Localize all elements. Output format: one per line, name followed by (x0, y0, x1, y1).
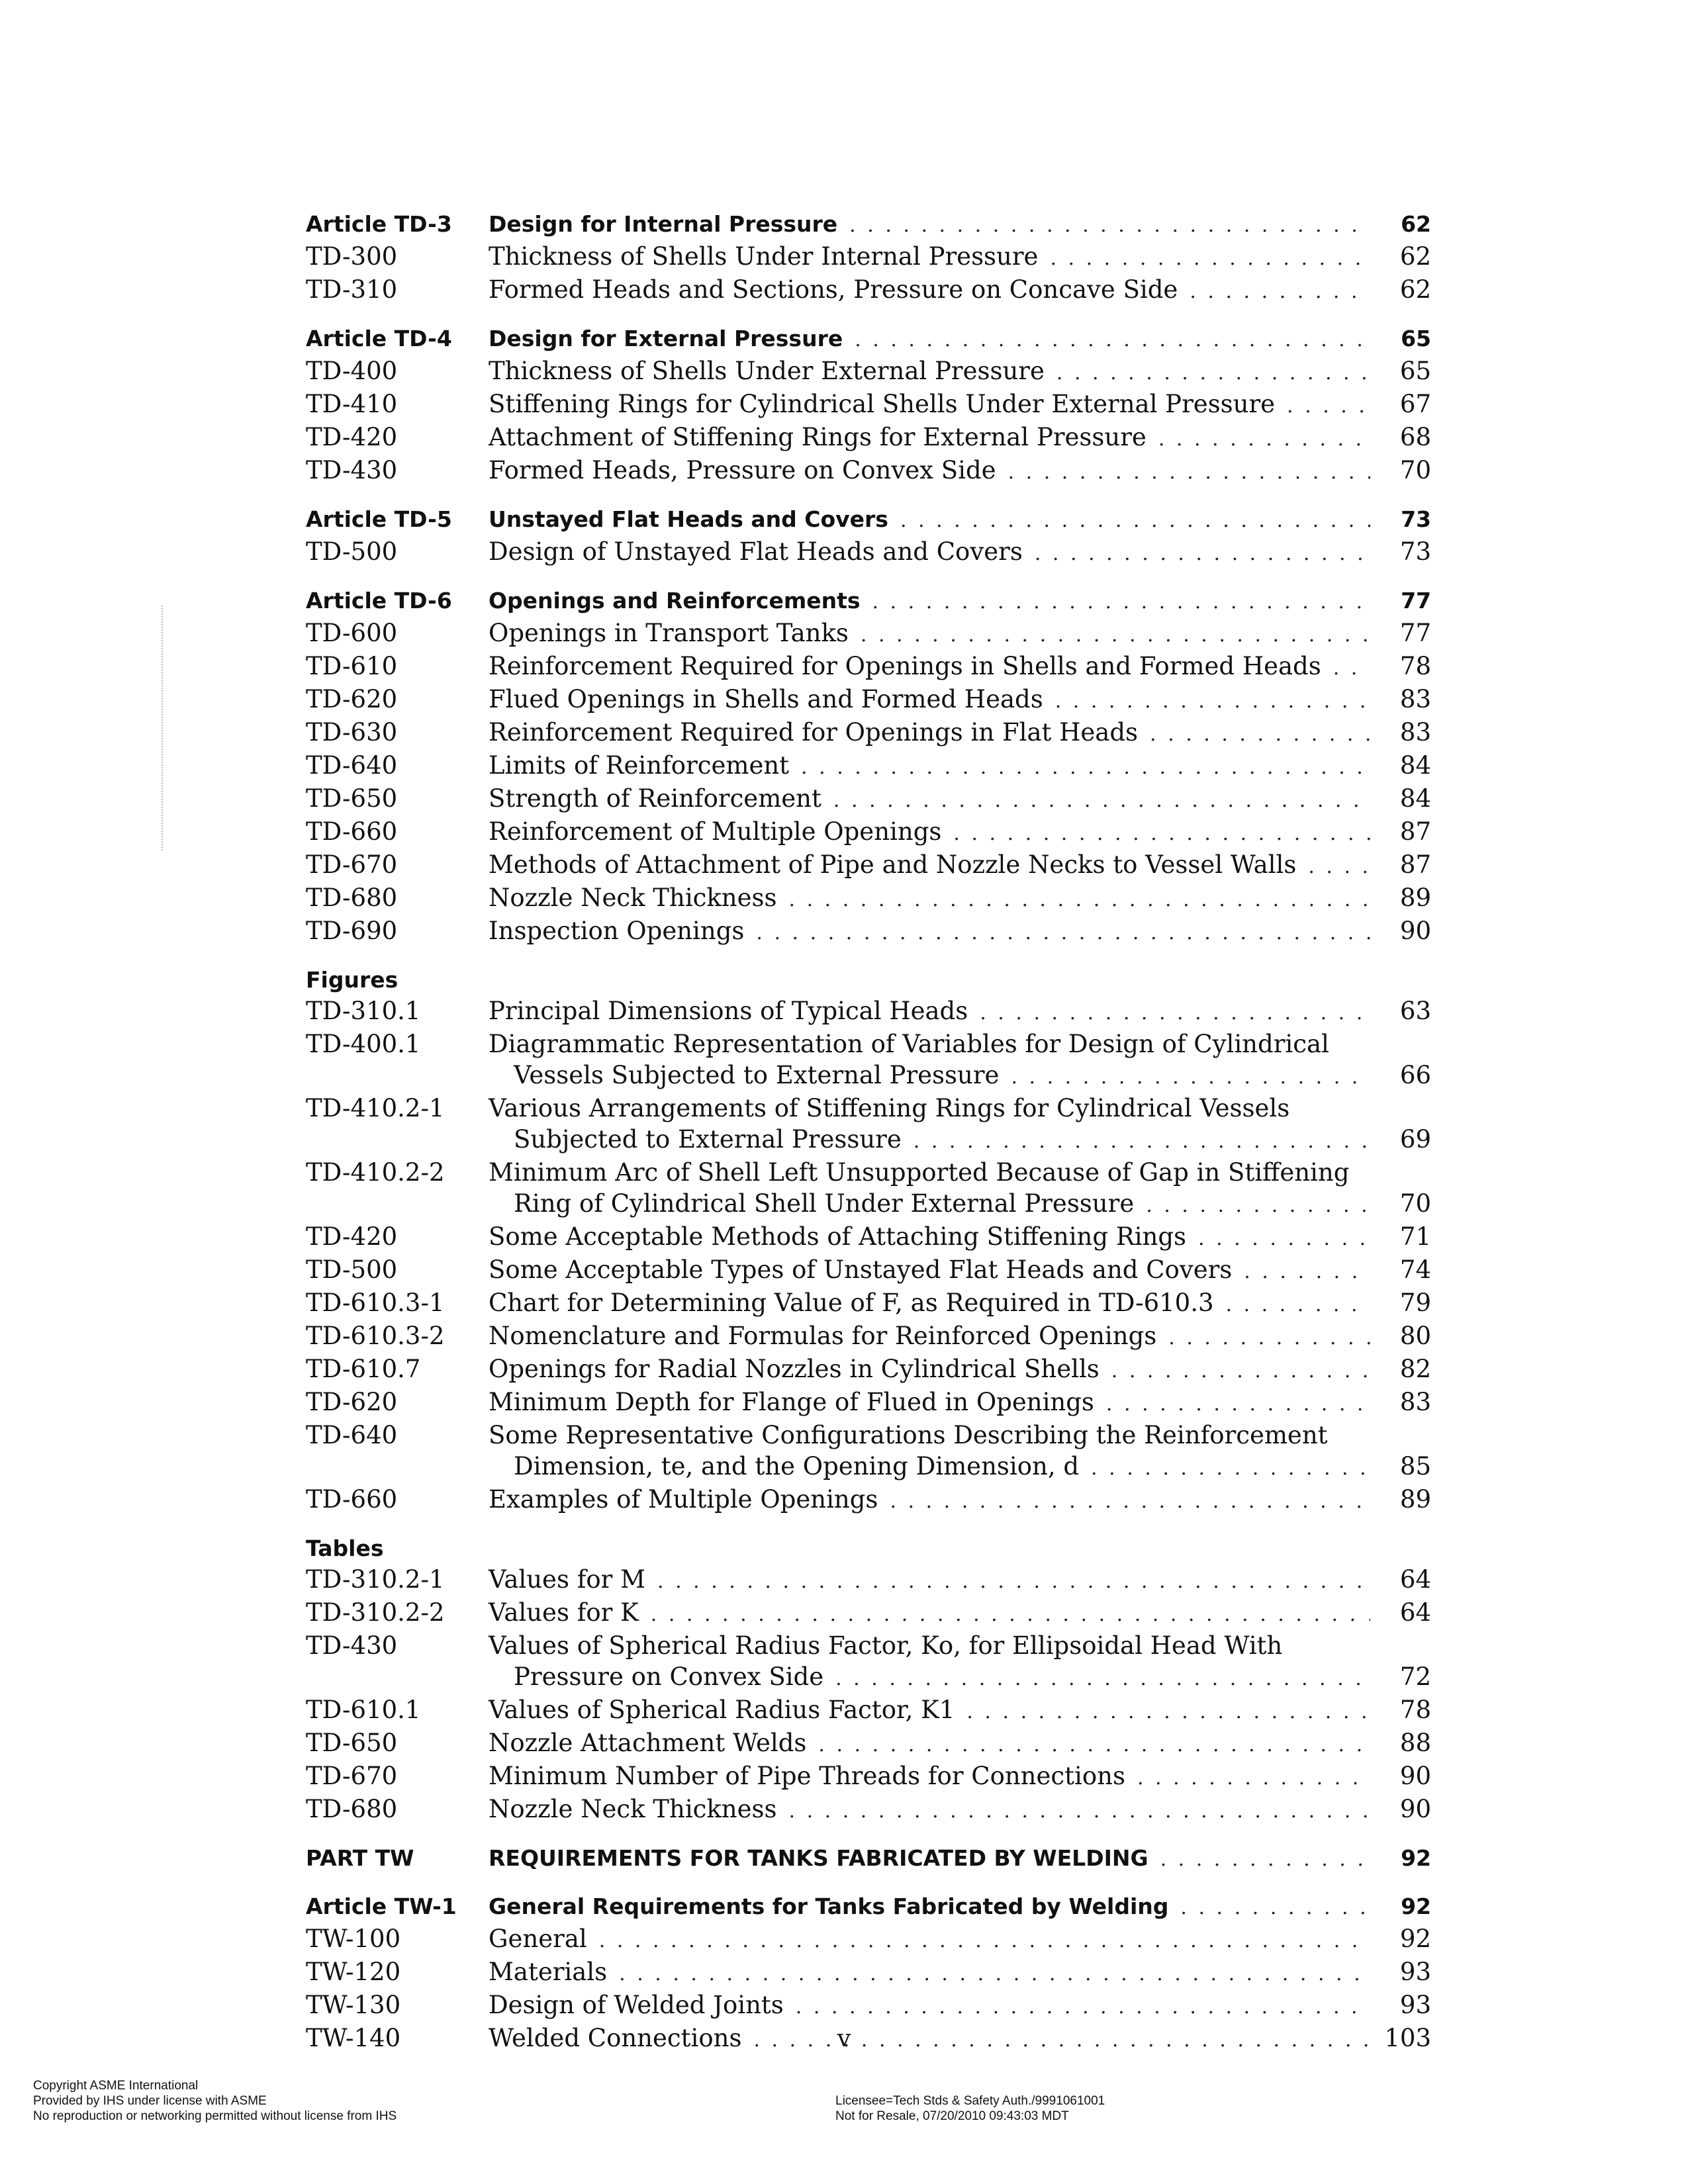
toc-entry (306, 585, 1431, 617)
toc-section (306, 585, 1431, 948)
entry-code: TD-650 (306, 1729, 398, 1757)
toc-entry (306, 422, 1431, 455)
entry-code: TD-420 (306, 1222, 398, 1251)
entry-title-continued: Dimension, te, and the Opening Dimension, d (514, 1452, 1080, 1480)
toc-entry (306, 274, 1431, 307)
entry-code: TD-610.7 (306, 1355, 421, 1383)
entry-code: TD-620 (306, 1388, 398, 1416)
entry-page: 90 (1399, 1795, 1431, 1823)
toc-entry (306, 1320, 1431, 1353)
entry-title: Formed Heads and Sections, Pressure on Concave Side (489, 275, 1178, 304)
toc-section (306, 1533, 1431, 1827)
entry-title: General Requirements for Tanks Fabricated by Welding (489, 1893, 1169, 1919)
toc-entry (306, 1794, 1431, 1827)
toc-entry (306, 849, 1431, 882)
toc-entry (306, 1287, 1431, 1320)
toc-entry (306, 1564, 1431, 1597)
entry-title: Nozzle Neck Thickness (489, 1795, 777, 1823)
entry-page: 103 (1384, 2024, 1431, 2052)
entry-page: 62 (1399, 275, 1431, 304)
toc-entry (306, 617, 1431, 651)
entry-page: 67 (1399, 390, 1431, 418)
entry-code: TD-400 (306, 357, 398, 385)
dot-leader (890, 1486, 1370, 1517)
entry-page: 64 (1399, 1598, 1431, 1627)
entry-code: TD-500 (306, 537, 398, 566)
toc-entry (306, 455, 1431, 488)
entry-page: 77 (1401, 588, 1431, 614)
entry-title: Design for Internal Pressure (489, 211, 838, 237)
entry-page: 73 (1399, 537, 1431, 566)
dot-leader (1333, 653, 1370, 684)
entry-code: PART TW (306, 1845, 414, 1871)
entry-title: Strength of Reinforcement (489, 784, 821, 813)
entry-page: 63 (1399, 997, 1431, 1025)
toc-section (306, 504, 1431, 569)
entry-title: Nomenclature and Formulas for Reinforced Openings (489, 1322, 1157, 1350)
entry-page: 88 (1399, 1729, 1431, 1757)
entry-code: TD-310 (306, 275, 398, 304)
entry-code: Article TW-1 (306, 1893, 457, 1919)
toc-entry-continuation (306, 1661, 1431, 1694)
entry-title: Values for K (489, 1598, 639, 1627)
entry-title: Attachment of Stiffening Rings for External Pressure (489, 423, 1147, 451)
entry-code: TD-690 (306, 917, 398, 945)
toc-entry-continuation (306, 1451, 1431, 1484)
entry-title: Some Acceptable Types of Unstayed Flat Heads and Covers (489, 1255, 1233, 1284)
toc-entry (306, 783, 1431, 816)
toc-entry (306, 388, 1431, 422)
toc-entry-continuation (306, 1060, 1431, 1093)
toc-entry (306, 1484, 1431, 1517)
dot-leader (914, 1126, 1370, 1157)
entry-page: 89 (1399, 884, 1431, 912)
dot-leader (1111, 1355, 1370, 1387)
toc-entry (306, 1254, 1431, 1287)
toc-entry (306, 355, 1431, 388)
dot-leader (1180, 1892, 1370, 1923)
entry-page: 80 (1399, 1322, 1431, 1350)
entry-title: Reinforcement Required for Openings in Shells and Formed Heads (489, 652, 1321, 680)
entry-code: TW-120 (306, 1958, 401, 1986)
dot-leader (855, 324, 1370, 355)
entry-page: 62 (1399, 242, 1431, 271)
dot-leader (900, 505, 1370, 536)
entry-title: Principal Dimensions of Typical Heads (489, 997, 968, 1025)
entry-page: 62 (1401, 211, 1431, 237)
dot-leader (789, 1796, 1371, 1827)
entry-title: Nozzle Neck Thickness (489, 884, 777, 912)
entry-page: 90 (1399, 917, 1431, 945)
entry-title: Formed Heads, Pressure on Convex Side (489, 456, 996, 484)
toc-section (306, 323, 1431, 488)
dot-leader (818, 1729, 1370, 1760)
entry-title: Various Arrangements of Stiffening Rings for Cylindrical Vessels (489, 1094, 1290, 1122)
entry-page: 65 (1399, 357, 1431, 385)
toc-entry (306, 536, 1431, 569)
dot-leader (756, 917, 1370, 948)
entry-title: Methods of Attachment of Pipe and Nozzle Necks to Vessel Walls (489, 850, 1297, 879)
entry-page: 78 (1399, 1696, 1431, 1724)
entry-page: 69 (1399, 1125, 1431, 1154)
dot-leader (1287, 390, 1370, 422)
entry-code: TD-600 (306, 619, 398, 647)
toc-entry (306, 1630, 1431, 1661)
dot-leader (861, 619, 1370, 651)
entry-code: Article TD-3 (306, 211, 452, 237)
entry-code: TD-650 (306, 784, 398, 813)
toc-entry (306, 1157, 1431, 1188)
toc-entry (306, 684, 1431, 717)
entry-title: Nozzle Attachment Welds (489, 1729, 807, 1757)
entry-title: Limits of Reinforcement (489, 751, 790, 780)
entry-title: Welded Connections (489, 2024, 742, 2052)
toc-entry (306, 717, 1431, 750)
entry-page: 84 (1399, 784, 1431, 813)
entry-title-continued: Pressure on Convex Side (514, 1662, 824, 1691)
toc-entry (306, 208, 1431, 241)
entry-title: Openings for Radial Nozzles in Cylindrical Shells (489, 1355, 1100, 1383)
entry-title: Examples of Multiple Openings (489, 1485, 878, 1514)
dot-leader (599, 1925, 1370, 1956)
toc-entry (306, 1093, 1431, 1124)
entry-code: TD-660 (306, 1485, 398, 1514)
entry-title: Some Acceptable Methods of Attaching Stiffening Rings (489, 1222, 1187, 1251)
entry-code: Article TD-4 (306, 326, 452, 351)
toc-entry (306, 1387, 1431, 1420)
toc-entry (306, 816, 1431, 849)
entry-page: 83 (1399, 1388, 1431, 1416)
entry-title: Thickness of Shells Under External Pressure (489, 357, 1045, 385)
entry-title: Stiffening Rings for Cylindrical Shells Under External Pressure (489, 390, 1276, 418)
toc-entry (306, 915, 1431, 948)
entry-page: 92 (1399, 1925, 1431, 1953)
toc-section-label (306, 964, 1431, 995)
toc-section-label (306, 1533, 1431, 1564)
dot-leader (1150, 719, 1370, 750)
section-label-text: Figures (306, 967, 399, 993)
dot-leader (1008, 457, 1370, 488)
entry-title: Inspection Openings (489, 917, 745, 945)
toc-entry (306, 1760, 1431, 1794)
entry-title: Design of Unstayed Flat Heads and Covers (489, 537, 1023, 566)
entry-title: Openings in Transport Tanks (489, 619, 849, 647)
toc-entry (306, 1221, 1431, 1254)
toc-entry (306, 1597, 1431, 1630)
entry-code: TD-500 (306, 1255, 398, 1284)
dot-leader (651, 1599, 1370, 1630)
dot-leader (1198, 1223, 1370, 1254)
entry-page: 87 (1399, 850, 1431, 879)
entry-title: Values for M (489, 1565, 645, 1594)
entry-page: 72 (1399, 1662, 1431, 1691)
page-number: v (837, 2025, 851, 2052)
entry-code: TD-610.3-1 (306, 1289, 445, 1317)
dot-leader (1168, 1322, 1370, 1353)
dot-leader (1011, 1062, 1370, 1093)
entry-page: 90 (1399, 1762, 1431, 1790)
entry-title: Reinforcement of Multiple Openings (489, 817, 942, 846)
entry-page: 70 (1399, 1189, 1431, 1218)
entry-title: Materials (489, 1958, 608, 1986)
margin-scan-mark (162, 606, 167, 850)
toc-entry (306, 241, 1431, 274)
entry-title: Some Representative Configurations Describing the Reinforcement (489, 1421, 1328, 1449)
entry-title: General (489, 1925, 587, 1953)
entry-page: 77 (1399, 619, 1431, 647)
entry-code: TD-640 (306, 751, 398, 780)
toc-entry (306, 1727, 1431, 1760)
entry-title: Values of Spherical Radius Factor, Ko, for Ellipsoidal Head With (489, 1631, 1283, 1660)
toc-entry (306, 1353, 1431, 1387)
entry-title: Values of Spherical Radius Factor, K1 (489, 1696, 955, 1724)
toc-entry (306, 1843, 1431, 1875)
entry-page: 79 (1399, 1289, 1431, 1317)
footer-line: Licensee=Tech Stds & Safety Auth./9991061001 (835, 2094, 1105, 2108)
entry-page: 71 (1399, 1222, 1431, 1251)
footer-license (835, 2093, 1105, 2124)
entry-title: Minimum Arc of Shell Left Unsupported Because of Gap in Stiffening (489, 1158, 1350, 1187)
entry-code: TD-610.1 (306, 1696, 421, 1724)
dot-leader (953, 818, 1370, 849)
entry-title: Minimum Number of Pipe Threads for Connections (489, 1762, 1125, 1790)
entry-page: 64 (1399, 1565, 1431, 1594)
toc-entry (306, 323, 1431, 355)
entry-code: TD-430 (306, 1631, 398, 1660)
entry-page: 92 (1401, 1893, 1431, 1919)
dot-leader (1035, 538, 1370, 569)
entry-title: Reinforcement Required for Openings in Flat Heads (489, 718, 1139, 747)
entry-title: Diagrammatic Representation of Variables for Design of Cylindrical (489, 1030, 1329, 1058)
entry-code: TD-310.1 (306, 997, 421, 1025)
entry-code: TD-400.1 (306, 1030, 421, 1058)
toc-entry (306, 1420, 1431, 1451)
entry-code: TD-410.2-1 (306, 1094, 445, 1122)
toc-entry (306, 651, 1431, 684)
toc-entry (306, 504, 1431, 536)
footer-line: Copyright ASME International (33, 2079, 199, 2093)
toc-entry (306, 882, 1431, 915)
dot-leader (966, 1696, 1370, 1727)
dot-leader (1160, 1844, 1370, 1875)
entry-code: TD-430 (306, 456, 398, 484)
entry-page: 83 (1399, 685, 1431, 713)
dot-leader (872, 586, 1371, 617)
entry-title-continued: Vessels Subjected to External Pressure (514, 1061, 1000, 1089)
entry-title-continued: Subjected to External Pressure (514, 1125, 902, 1154)
entry-code: TD-610 (306, 652, 398, 680)
entry-code: TD-640 (306, 1421, 398, 1449)
toc-entry (306, 1694, 1431, 1727)
toc-entry (306, 995, 1431, 1028)
dot-leader (789, 884, 1371, 915)
toc-entry (306, 1028, 1431, 1060)
dot-leader (1190, 276, 1370, 307)
entry-code: TD-680 (306, 1795, 398, 1823)
entry-code: TD-610.3-2 (306, 1322, 445, 1350)
entry-code: TD-300 (306, 242, 398, 271)
dot-leader (1137, 1762, 1370, 1794)
dot-leader (833, 785, 1370, 816)
entry-page: 68 (1399, 423, 1431, 451)
entry-code: TD-630 (306, 718, 398, 747)
dot-leader (796, 1991, 1370, 2023)
entry-code: TD-680 (306, 884, 398, 912)
toc-section (306, 1843, 1431, 1875)
toc-entry (306, 1956, 1431, 1989)
entry-page: 92 (1401, 1845, 1431, 1871)
entry-page: 93 (1399, 1958, 1431, 1986)
entry-code: TD-620 (306, 685, 398, 713)
table-of-contents (306, 208, 1431, 2071)
entry-page: 70 (1399, 456, 1431, 484)
entry-title: Thickness of Shells Under Internal Pressure (489, 242, 1039, 271)
footer-copyright (33, 2078, 397, 2124)
entry-title: REQUIREMENTS FOR TANKS FABRICATED BY WELDING (489, 1845, 1149, 1871)
entry-title: Flued Openings in Shells and Formed Heads (489, 685, 1043, 713)
entry-code: TD-660 (306, 817, 398, 846)
dot-leader (1055, 686, 1370, 717)
dot-leader (801, 752, 1370, 783)
entry-code: TW-100 (306, 1925, 401, 1953)
entry-page: 78 (1399, 652, 1431, 680)
entry-page: 89 (1399, 1485, 1431, 1514)
entry-page: 93 (1399, 1991, 1431, 2019)
entry-code: Article TD-5 (306, 506, 452, 532)
toc-entry-continuation (306, 1124, 1431, 1157)
entry-title: Unstayed Flat Heads and Covers (489, 506, 888, 532)
entry-title: Chart for Determining Value of F, as Required in TD-610.3 (489, 1289, 1214, 1317)
entry-page: 65 (1401, 326, 1431, 351)
entry-code: TD-410 (306, 390, 398, 418)
entry-code: Article TD-6 (306, 588, 452, 614)
dot-leader (1050, 243, 1370, 274)
dot-leader (1308, 851, 1370, 882)
entry-title: Design of Welded Joints (489, 1991, 784, 2019)
entry-code: TW-140 (306, 2024, 401, 2052)
entry-page: 82 (1399, 1355, 1431, 1383)
entry-code: TW-130 (306, 1991, 401, 2019)
toc-entry (306, 1891, 1431, 1923)
entry-page: 83 (1399, 718, 1431, 747)
entry-code: TD-310.2-1 (306, 1565, 445, 1594)
footer-line: Not for Resale, 07/20/2010 09:43:03 MDT (835, 2109, 1069, 2123)
entry-page: 74 (1399, 1255, 1431, 1284)
dot-leader (1056, 357, 1370, 388)
toc-entry-continuation (306, 1188, 1431, 1221)
entry-code: TD-670 (306, 1762, 398, 1790)
footer-line: No reproduction or networking permitted without license from IHS (33, 2109, 397, 2123)
entry-code: TD-310.2-2 (306, 1598, 445, 1627)
dot-leader (1106, 1388, 1370, 1420)
toc-entry (306, 1989, 1431, 2023)
dot-leader (1146, 1190, 1370, 1221)
entry-code: TD-420 (306, 423, 398, 451)
toc-section (306, 208, 1431, 307)
entry-title: Minimum Depth for Flange of Flued in Openings (489, 1388, 1094, 1416)
toc-entry (306, 1923, 1431, 1956)
toc-section (306, 964, 1431, 1517)
dot-leader (1244, 1256, 1370, 1287)
dot-leader (1226, 1289, 1371, 1320)
entry-page: 85 (1399, 1452, 1431, 1480)
dot-leader (835, 1663, 1370, 1694)
dot-leader (980, 997, 1370, 1028)
dot-leader (657, 1566, 1370, 1597)
entry-code: TD-670 (306, 850, 398, 879)
entry-title: Openings and Reinforcements (489, 588, 861, 614)
dot-leader (1158, 424, 1370, 455)
entry-page: 87 (1399, 817, 1431, 846)
entry-title: Design for External Pressure (489, 326, 843, 351)
entry-page: 73 (1401, 506, 1431, 532)
entry-page: 84 (1399, 751, 1431, 780)
dot-leader (1091, 1453, 1370, 1484)
entry-code: TD-410.2-2 (306, 1158, 445, 1187)
section-label-text: Tables (306, 1535, 384, 1561)
entry-title-continued: Ring of Cylindrical Shell Under External Pressure (514, 1189, 1135, 1218)
dot-leader (849, 210, 1370, 241)
dot-leader (619, 1958, 1370, 1989)
entry-page: 66 (1399, 1061, 1431, 1089)
footer-line: Provided by IHS under license with ASME (33, 2094, 267, 2108)
toc-entry (306, 750, 1431, 783)
